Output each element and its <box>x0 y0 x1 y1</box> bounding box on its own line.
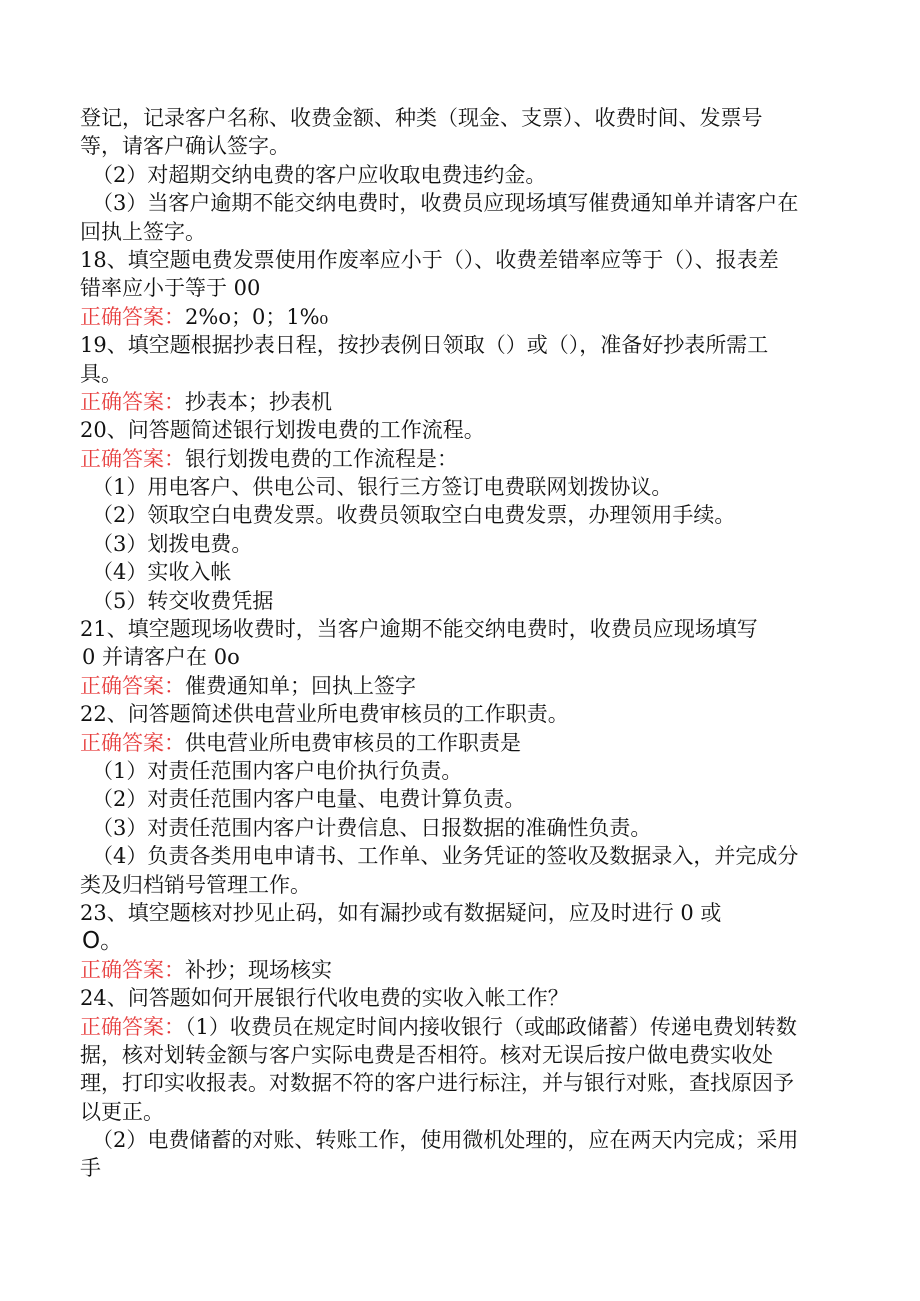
answer-label: 正确答案： <box>80 446 185 471</box>
list-item: （1）对责任范围内客户电价执行负责。 <box>92 758 463 783</box>
list-item: （4）负责各类用电申请书、工作单、业务凭证的签收及数据录入，并完成分 <box>92 844 799 869</box>
answer-text: 抄表本；抄表机 <box>185 389 332 414</box>
list-item: （3）划拨电费。 <box>92 531 253 556</box>
list-item: （4）实收入帐 <box>92 560 232 585</box>
text-line: 类及归档销号管理工作。 <box>80 872 311 897</box>
question-19: 19、填空题根据抄表日程，按抄表例日领取（）或（），准备好抄表所需工 <box>80 333 769 358</box>
answer-label: 正确答案： <box>80 730 185 755</box>
text-line: 等，请客户确认签字。 <box>80 134 290 159</box>
answer-text: 2%o；0；1%₀ <box>185 304 329 329</box>
answer-text: 银行划拨电费的工作流程是： <box>185 446 458 471</box>
answer-label: 正确答案： <box>80 389 185 414</box>
question-22: 22、问答题简述供电营业所电费审核员的工作职责。 <box>80 702 569 727</box>
list-item: （3）当客户逾期不能交纳电费时，收费员应现场填写催费通知单并请客户在 <box>92 191 799 216</box>
list-item: （3）对责任范围内客户计费信息、日报数据的准确性负责。 <box>92 815 652 840</box>
answer-label: 正确答案： <box>80 673 185 698</box>
answer-label: 正确答案： <box>80 1014 185 1039</box>
answer-label: 正确答案： <box>80 957 185 982</box>
list-item: （2）电费储蓄的对账、转账工作，使用微机处理的，应在两天内完成；采用 <box>92 1128 799 1153</box>
list-item: （2）对超期交纳电费的客户应收取电费违约金。 <box>92 162 547 187</box>
answer-text: 催费通知单；回执上签字 <box>185 673 416 698</box>
answer-text: 供电营业所电费审核员的工作职责是 <box>185 730 521 755</box>
list-item: （2）领取空白电费发票。收费员领取空白电费发票，办理领用手续。 <box>92 503 736 528</box>
text-line: O。 <box>82 928 124 955</box>
question-18: 18、填空题电费发票使用作废率应小于（）、收费差错率应等于（）、报表差 <box>80 247 779 272</box>
list-item: （5）转交收费凭据 <box>92 588 274 613</box>
list-item: （1）用电客户、供电公司、银行三方签订电费联网划拨协议。 <box>92 475 673 500</box>
answer-21 <box>80 672 840 700</box>
answer-20 <box>80 445 840 473</box>
text-line: 错率应小于等于 00 <box>80 276 261 301</box>
text-line: 理，打印实收报表。对数据不符的客户进行标注，并与银行对账，查找原因予 <box>80 1071 794 1096</box>
question-20: 20、问答题简述银行划拨电费的工作流程。 <box>80 418 485 443</box>
text-line: 以更正。 <box>80 1099 164 1124</box>
answer-text: 补抄；现场核实 <box>185 957 332 982</box>
text-line: 回执上签字。 <box>80 219 206 244</box>
answer-19 <box>80 388 840 416</box>
text-line: 据，核对划转金额与客户实际电费是否相符。核对无误后按户做电费实收处 <box>80 1042 773 1067</box>
question-21: 21、填空题现场收费时，当客户逾期不能交纳电费时，收费员应现场填写 <box>80 617 758 642</box>
text-line: 0 并请客户在 0o <box>82 645 240 670</box>
answer-label: 正确答案： <box>80 304 185 329</box>
answer-24 <box>80 1013 840 1041</box>
answer-23 <box>80 956 840 984</box>
answer-text: （1）收费员在规定时间内接收银行（或邮政储蓄）传递电费划转数 <box>185 1014 797 1039</box>
question-24: 24、问答题如何开展银行代收电费的实收入帐工作？ <box>80 986 569 1011</box>
answer-22 <box>80 729 840 757</box>
document-body <box>80 104 840 1183</box>
answer-18 <box>80 303 840 331</box>
question-23: 23、填空题核对抄见止码，如有漏抄或有数据疑问，应及时进行 0 或 <box>80 900 722 925</box>
text-line: 登记，记录客户名称、收费金额、种类（现金、支票）、收费时间、发票号 <box>80 106 763 130</box>
text-line: 手 <box>80 1156 101 1181</box>
list-item: （2）对责任范围内客户电量、电费计算负责。 <box>92 787 526 812</box>
text-line: 具。 <box>80 361 122 386</box>
